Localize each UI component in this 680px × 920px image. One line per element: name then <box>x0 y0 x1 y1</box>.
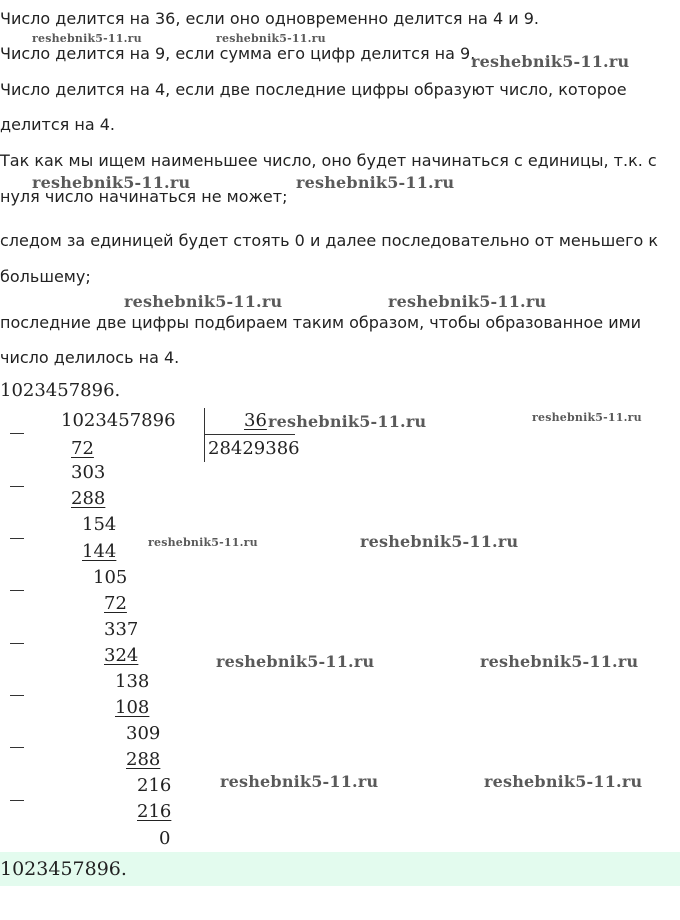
watermark: reshebnik5-11.ru <box>388 292 547 311</box>
watermark: reshebnik5-11.ru <box>471 52 630 71</box>
text-line-2: Число делится на 9, если сумма его цифр делится на 9. <box>0 44 476 63</box>
watermark: reshebnik5-11.ru <box>148 536 258 549</box>
minus-sign <box>10 643 24 644</box>
division-step: 108 <box>115 697 150 718</box>
division-step: 288 <box>71 488 106 509</box>
watermark: reshebnik5-11.ru <box>268 412 427 431</box>
answer: 1023457896. <box>0 858 127 880</box>
text-line-10: число делилось на 4. <box>0 348 180 367</box>
division-step: 144 <box>82 541 117 562</box>
minus-sign <box>10 747 24 748</box>
division-step: 105 <box>93 567 128 588</box>
quotient: 28429386 <box>208 438 300 459</box>
division-step: 72 <box>71 438 94 459</box>
division-step: 72 <box>104 593 127 614</box>
watermark: reshebnik5-11.ru <box>32 32 142 45</box>
division-step: 216 <box>137 801 172 822</box>
division-step: 303 <box>71 462 106 483</box>
text-line-9: последние две цифры подбираем таким образом, чтобы образованное ими <box>0 313 642 332</box>
minus-sign <box>10 433 24 434</box>
minus-sign <box>10 538 24 539</box>
division-step: 138 <box>115 671 150 692</box>
watermark: reshebnik5-11.ru <box>532 411 642 424</box>
watermark: reshebnik5-11.ru <box>216 32 326 45</box>
division-vertical-bar <box>204 408 205 462</box>
division-step: 154 <box>82 514 117 535</box>
watermark: reshebnik5-11.ru <box>220 772 379 791</box>
text-line-1: Число делится на 36, если оно одновременно делится на 4 и 9. <box>0 9 539 28</box>
watermark: reshebnik5-11.ru <box>296 173 455 192</box>
text-line-6: нуля число начинаться не может; <box>0 187 288 206</box>
watermark: reshebnik5-11.ru <box>480 652 639 671</box>
watermark: reshebnik5-11.ru <box>360 532 519 551</box>
text-line-8: большему; <box>0 267 91 286</box>
text-line-3: Число делится на 4, если две последние цифры образуют число, которое <box>0 80 627 99</box>
candidate-number: 1023457896. <box>0 380 121 401</box>
minus-sign <box>10 590 24 591</box>
watermark: reshebnik5-11.ru <box>484 772 643 791</box>
watermark: reshebnik5-11.ru <box>216 652 375 671</box>
text-line-7: следом за единицей будет стоять 0 и далее последовательно от меньшего к <box>0 231 659 250</box>
watermark: reshebnik5-11.ru <box>32 173 191 192</box>
minus-sign <box>10 486 24 487</box>
division-step: 309 <box>126 723 161 744</box>
dividend: 1023457896 <box>61 410 176 431</box>
text-line-4: делится на 4. <box>0 115 115 134</box>
division-horizontal-bar <box>205 434 295 435</box>
minus-sign <box>10 695 24 696</box>
minus-sign <box>10 800 24 801</box>
division-step: 216 <box>137 775 172 796</box>
division-step: 288 <box>126 749 161 770</box>
divisor: 36 <box>244 410 267 431</box>
watermark: reshebnik5-11.ru <box>124 292 283 311</box>
text-line-5: Так как мы ищем наименьшее число, оно будет начинаться с единицы, т.к. с <box>0 151 657 170</box>
division-remainder: 0 <box>159 828 171 849</box>
division-step: 337 <box>104 619 139 640</box>
division-step: 324 <box>104 645 139 666</box>
